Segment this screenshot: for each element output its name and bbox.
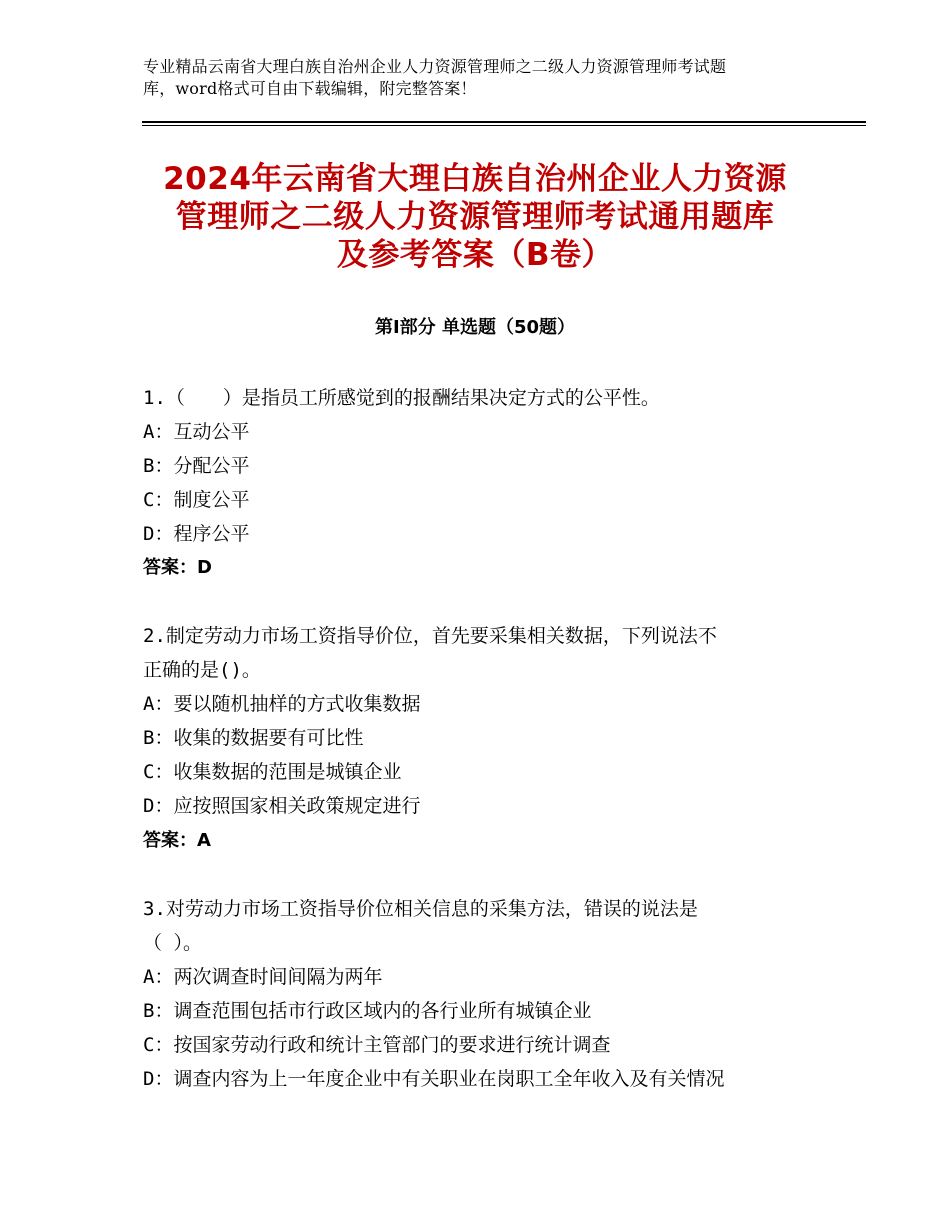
question-stem: 3.对劳动力市场工资指导价位相关信息的采集方法，错误的说法是 — [143, 898, 698, 920]
option-d: D：程序公平 — [143, 523, 250, 545]
header-note-line: 专业精品云南省大理白族自治州企业人力资源管理师之二级人力资源管理师考试题 — [143, 57, 727, 76]
title-line: 2024年云南省大理白族自治州企业人力资源 — [163, 161, 787, 197]
option-d: D：应按照国家相关政策规定进行 — [143, 795, 421, 817]
section-heading: 第Ⅰ部分 单选题（50题） — [374, 317, 575, 338]
option-a: A：互动公平 — [143, 421, 250, 443]
header-note-line: 库，word格式可自由下载编辑，附完整答案！ — [143, 79, 477, 98]
question-stem: 1.（ ）是指员工所感觉到的报酬结果决定方式的公平性。 — [143, 387, 660, 409]
header-rule-thick — [142, 121, 866, 123]
option-c: C：制度公平 — [143, 489, 250, 511]
option-b: B：调查范围包括市行政区域内的各行业所有城镇企业 — [143, 1000, 592, 1022]
title-line: 及参考答案（B卷） — [336, 237, 614, 273]
question-stem: 正确的是()。 — [143, 659, 261, 681]
question-stem: （ ）。 — [143, 932, 202, 954]
question-stem: 2.制定劳动力市场工资指导价位，首先要采集相关数据，下列说法不 — [143, 625, 717, 647]
header-note — [143, 56, 823, 100]
option-a: A：两次调查时间间隔为两年 — [143, 966, 383, 988]
document-title — [130, 160, 820, 274]
option-c: C：按国家劳动行政和统计主管部门的要求进行统计调查 — [143, 1034, 611, 1056]
option-a: A：要以随机抽样的方式收集数据 — [143, 693, 421, 715]
option-b: B：收集的数据要有可比性 — [143, 727, 364, 749]
answer-label: 答案：A — [143, 830, 211, 851]
option-b: B：分配公平 — [143, 455, 250, 477]
option-d: D：调查内容为上一年度企业中有关职业在岗职工全年收入及有关情况 — [143, 1068, 725, 1090]
header-rule-thin — [142, 125, 866, 126]
answer-label: 答案：D — [143, 557, 212, 578]
option-c: C：收集数据的范围是城镇企业 — [143, 761, 402, 783]
title-line: 管理师之二级人力资源管理师考试通用题库 — [175, 199, 775, 235]
